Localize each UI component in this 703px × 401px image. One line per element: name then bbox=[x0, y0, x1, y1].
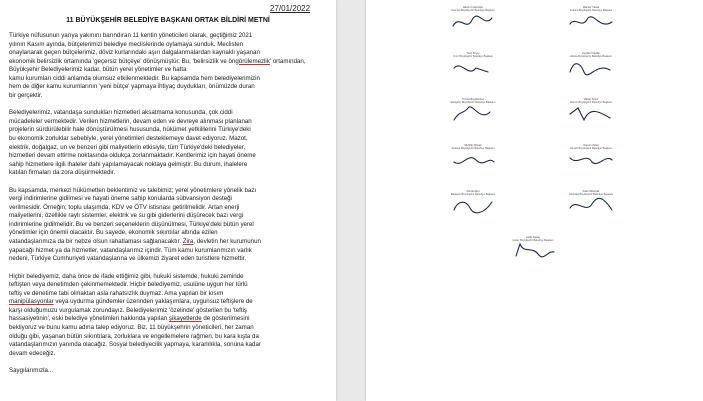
signature-scribble bbox=[448, 196, 498, 216]
signatory-role: Mersin Büyükşehir Belediye Başkanı bbox=[569, 101, 613, 105]
signature-scribble bbox=[566, 58, 616, 78]
document-page-left bbox=[0, 0, 336, 401]
underlined-word: Zira bbox=[182, 238, 194, 246]
signatory-name: Yılmaz Büyükerşen bbox=[461, 98, 485, 101]
closing-text: Saygılarımızla... bbox=[9, 367, 54, 375]
signatory-role: Tekirdağ Büyükşehir Belediye Başkanı bbox=[568, 193, 614, 197]
underlined-word: şikayetlerde bbox=[168, 315, 202, 323]
signature-block bbox=[536, 6, 646, 32]
signatory-name: Lütfü Savaş bbox=[526, 236, 540, 239]
signature-scribble bbox=[566, 150, 616, 170]
signature-scribble bbox=[448, 58, 498, 78]
underlined-word: görülemezlik bbox=[235, 57, 270, 65]
signatory-role: İstanbul Büyükşehir Belediye Başkanı bbox=[451, 9, 495, 13]
signature-block bbox=[478, 236, 588, 262]
signatory-role: Eskişehir Büyükşehir Belediye Başkanı bbox=[450, 101, 496, 105]
signatory-name: Mansur Yavaş bbox=[582, 6, 600, 9]
signature-scribble bbox=[566, 104, 616, 124]
signatory-name: Zeydan Karalar bbox=[582, 52, 600, 55]
signature-block bbox=[418, 144, 528, 170]
paragraph-1: Türkiye nüfusunun yarıya yakınını barındıran 11 kentin yöneticileri olarak, geçtiğimiz 2021 yılının Kasım ayında, bütçelerimizi belediye meclislerinde oylamaya sunduk. Meclisten onaylanarak geçen bütçelerimiz, döviz kurlarındaki aşırı dalgalanmalardan kaynaklı yaşanan ekonomik belirsizlik ortamında 'geçersiz bütçeye' dönüşmüştür. Bu, 'belirsizlik ve öngörülemezlik' ortamından, Büyükşehir Belediyelerimiz kadar, bütün yerel yönetimler ve hatta kamu kurumları ciddi anlamda olumsuz etkilenmektedir. Bu kapsamda hem belediyelerimizin hem de diğer kamu kurumlarının 'yeni bütçe' yapmaya ihtiyaç duydukları, önümüzde duran bir gerçektir. bbox=[9, 32, 306, 99]
signatory-role: Adana Büyükşehir Belediye Başkanı bbox=[570, 55, 612, 59]
signatory-name: Ekrem İmamoğlu bbox=[463, 6, 483, 9]
signature-scribble bbox=[448, 150, 498, 170]
signatory-role: Balıkesir Büyükşehir Belediye Başkanı bbox=[450, 193, 496, 197]
signatory-name: Osman Zolan bbox=[583, 144, 599, 147]
signatory-role: Hatay Büyükşehir Belediye Başkanı bbox=[512, 239, 554, 243]
signatory-name: Ahmet Akın bbox=[466, 190, 480, 193]
signature-block bbox=[536, 190, 646, 216]
signature-block bbox=[418, 98, 528, 124]
signature-block bbox=[536, 144, 646, 170]
signature-scribble bbox=[566, 196, 616, 216]
paragraph-4: Hiçbir belediyemiz, daha önce de ifade ettiğimiz gibi, hukuki sistemde, hukuki zeminde teftişten veya denetimden çekinmemektedir. Hiçbir belediyemiz, usulüne uygun her türlü teftiş ve denetime tabi olmaktan asla rahatsızlık duymaz. Ama yapılan bir kısım manipülasyonlar veya uydurma gündemler üzerinden yaklaşımlara, uygunsuz teftişlere de karşı olduğumuzu vurgulamak zorundayız. Belediyelerimiz 'özelinde' gösterilen bu 'teftiş hassasiyetinin', eski belediye yönetimleri hakkında yapılan şikayetlerde de gösterilmesini bekliyoruz ve bunu kamu adına talep ediyoruz. Biz, 11 büyükşehrin yöneticileri, her zaman olduğu gibi, yaşanan bütün sıkıntılara, zorluklara ve engellemelere rağmen, bu kara kışta da vatandaşlarımızın yanında olacağız. Sosyal belediyecilik yapmaya, kararlılıkla, sonuna kadar devam edeceğiz. bbox=[9, 272, 261, 357]
document-date: 27/01/2022 bbox=[270, 4, 311, 13]
underlined-word: manipülasyonlar bbox=[9, 298, 54, 306]
signature-scribble bbox=[566, 12, 616, 32]
signatory-name: Muhittin Böcek bbox=[464, 144, 482, 147]
document-title: 11 BÜYÜKŞEHİR BELEDİYE BAŞKANI ORTAK BİLDİRİ METNİ bbox=[66, 17, 270, 24]
signature-block bbox=[418, 6, 528, 32]
signature-scribble bbox=[448, 104, 498, 124]
signatory-role: İzmir Büyükşehir Belediye Başkanı bbox=[453, 55, 493, 59]
signatory-role: Antalya Büyükşehir Belediye Başkanı bbox=[451, 147, 495, 151]
signature-block bbox=[536, 98, 646, 124]
signatory-name: Vahap Seçer bbox=[583, 98, 599, 101]
signature-scribble bbox=[448, 12, 498, 32]
signature-scribble bbox=[508, 242, 558, 262]
signature-block bbox=[418, 190, 528, 216]
signatory-name: Tunç Soyer bbox=[466, 52, 480, 55]
paragraph-2: Belediyelerimiz, vatandaşa sundukları hizmetleri aksatmama konusunda, çok ciddi mücadeleler vermektedir. Verilen hizmetlerin, devam eden ve devreye alınması planlanan projelerin sürdürülebilir hale dönüştürülmesi hususunda, hükümet yetkililerini Türkiye'deki bu ekonomik zorluklar sebebiyle, yerel yönetimleri desteklemeye davet ediyoruz. Mazot, elektrik, doğalgaz, un ve benzeri gibi maliyetlerin etkisiyle, tüm Türkiye'deki belediyeler, hizmetleri devam ettirme noktasında oldukça zorlanmaktadır. Kentlerimiz için hayati öneme sahip hizmetlere ilgili ihaleler dahi yapılamayacak noktaya gelmiştir. Bu durum, ihalelere katılan firmaları da zora düşürmektedir. bbox=[9, 109, 256, 177]
signature-block bbox=[536, 52, 646, 78]
signatory-name: Kadir Albayrak bbox=[582, 190, 600, 193]
paragraph-3: Bu kapsamda, merkezi hükümetten beklentimiz ve talebimiz; yerel yönetimlere yönelik bazı vergi indirimlerine gidilmesi ve hayati öneme sahip konularda sübvansiyon desteği verilmesidir. Örneğin; toplu ulaşımda, KDV ve ÖTV istisnası getirilmelidir. Artan enerji maliyetlerini, özellikle raylı sistemler, elektrik ve su gibi giderlerini düşürecek bazı vergi indirimlerine gidilmelidir. Bu ve benzeri seçeneklerin düşünülmesi, Türkiye'deki bütün yerel yönetimler için önemli olacaktır. Bu sayede, ekonomik sıkıntılar altında ezilen vatandaşlarımıza da bir nebze olsun rahatlaması sağlanacaktır. Zira, devletin her kurumunun yapacağı hizmet ya da hizmetler, vatandaşlarımız içindir. Tüm kamu kurumlarımızın varlık nedeni, Türkiye Cumhuriyeti vatandaşlarına ve ülkemizi ziyaret eden turistlere hizmettir. bbox=[9, 186, 261, 263]
signatory-role: Denizli Büyükşehir Belediye Başkanı bbox=[569, 147, 613, 151]
signature-block bbox=[418, 52, 528, 78]
document-body bbox=[9, 32, 327, 385]
document-page-right bbox=[366, 0, 703, 401]
signatory-role: Ankara Büyükşehir Belediye Başkanı bbox=[569, 9, 613, 13]
